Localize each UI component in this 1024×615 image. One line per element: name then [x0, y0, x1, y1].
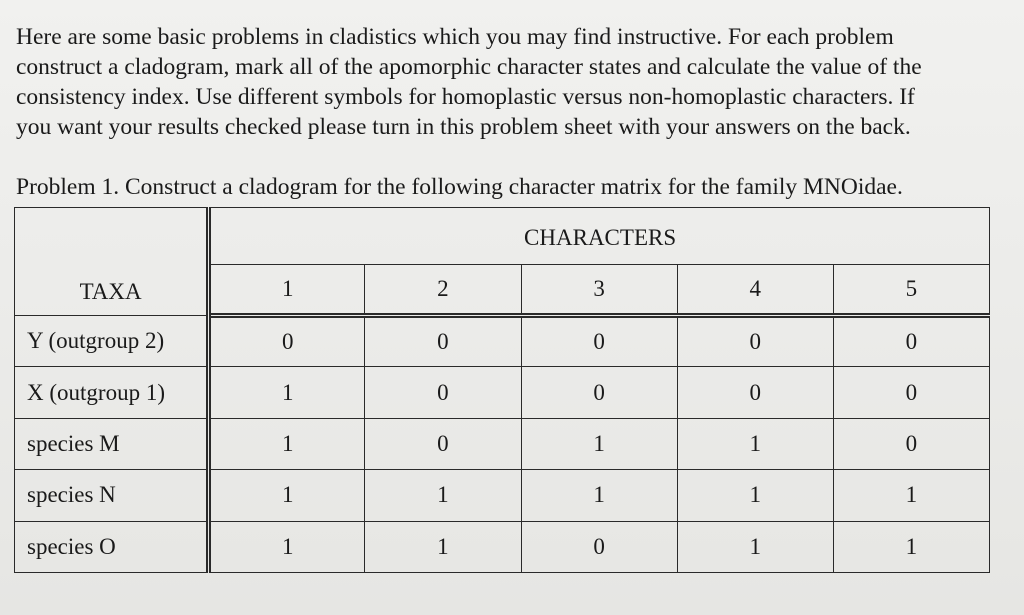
character-state: 1: [209, 470, 365, 521]
character-state: 1: [677, 470, 833, 521]
instructions-line: construct a cladogram, mark all of the apomorphic character states and calculate the value of the: [16, 54, 922, 80]
instructions-line: consistency index. Use different symbols for homoplastic versus non-homoplastic characters. If: [16, 84, 915, 110]
characters-header: CHARACTERS: [209, 208, 990, 265]
problem-1-title: Problem 1. Construct a cladogram for the following character matrix for the family MNOidae.: [16, 174, 903, 200]
character-state: 0: [365, 367, 521, 418]
table-row: [15, 470, 990, 521]
taxon-name: species O: [15, 521, 209, 572]
character-state: 0: [365, 418, 521, 469]
taxon-name: species M: [15, 418, 209, 469]
character-number: 5: [833, 265, 989, 316]
instructions-paragraph: [16, 22, 1016, 142]
character-number: 1: [209, 265, 365, 316]
character-state: 0: [677, 316, 833, 367]
character-state: 0: [833, 367, 989, 418]
character-state: 0: [833, 418, 989, 469]
character-state: 1: [521, 470, 677, 521]
table-row: [15, 367, 990, 418]
character-state: 1: [209, 367, 365, 418]
character-state: 0: [209, 316, 365, 367]
taxon-name: X (outgroup 1): [15, 367, 209, 418]
character-matrix-table: [14, 207, 990, 573]
character-state: 0: [365, 316, 521, 367]
instructions-line: Here are some basic problems in cladistics which you may find instructive. For each problem: [16, 24, 894, 50]
character-state: 1: [365, 521, 521, 572]
taxa-header: TAXA: [15, 208, 209, 316]
table-row: [15, 521, 990, 572]
character-state: 0: [521, 521, 677, 572]
character-number: 3: [521, 265, 677, 316]
character-state: 1: [833, 521, 989, 572]
character-state: 1: [833, 470, 989, 521]
table-row: [15, 418, 990, 469]
character-number: 2: [365, 265, 521, 316]
character-state: 0: [521, 316, 677, 367]
character-state: 1: [365, 470, 521, 521]
character-state: 1: [677, 521, 833, 572]
character-state: 1: [209, 521, 365, 572]
table-row: [15, 316, 990, 367]
taxon-name: Y (outgroup 2): [15, 316, 209, 367]
character-state: 1: [677, 418, 833, 469]
character-state: 0: [521, 367, 677, 418]
character-state: 1: [521, 418, 677, 469]
taxon-name: species N: [15, 470, 209, 521]
instructions-line: you want your results checked please turn in this problem sheet with your answers on the back.: [16, 114, 911, 140]
character-state: 0: [677, 367, 833, 418]
character-state: 0: [833, 316, 989, 367]
character-number: 4: [677, 265, 833, 316]
character-state: 1: [209, 418, 365, 469]
